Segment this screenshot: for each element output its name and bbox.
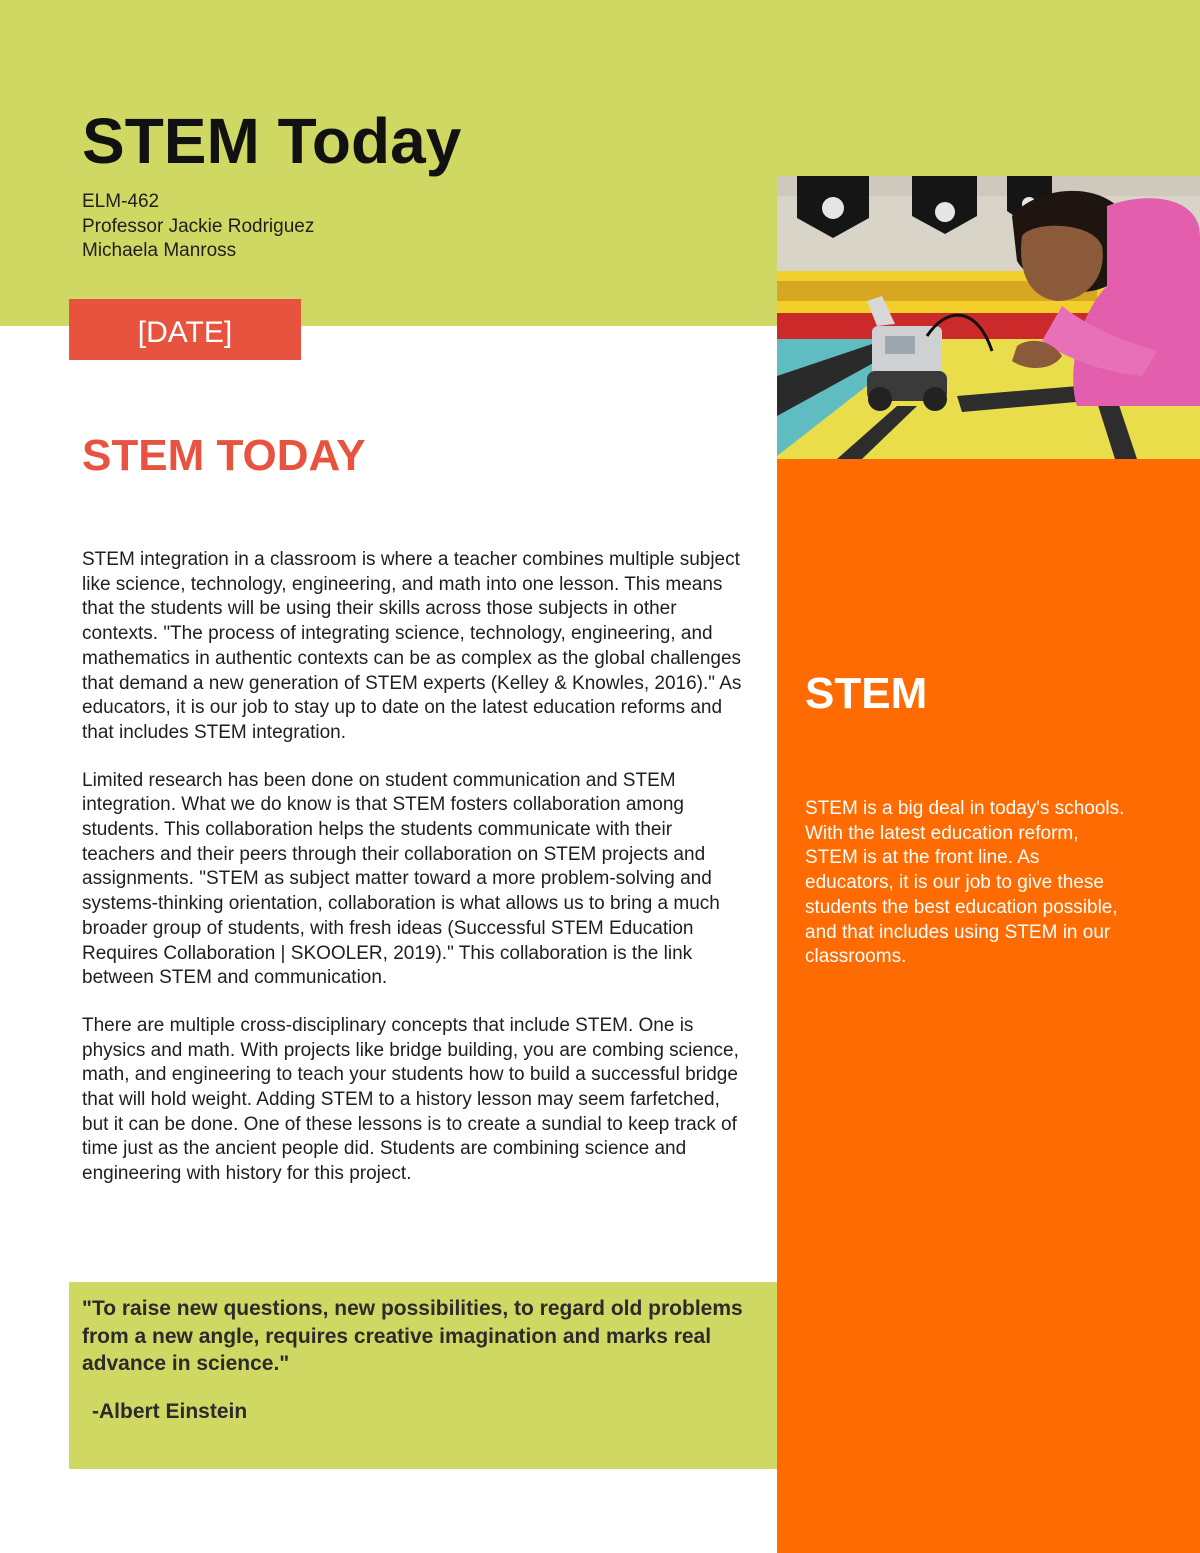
article-paragraph: There are multiple cross-disciplinary concepts that include STEM. One is physics and math. With projects like bridge building, you are combing science, math, and engineering to teach your students how to build a successful bridge that will hold weight. Adding STEM to a history lesson may seem farfetched, but it can be done. One of these lessons is to create a sundial to keep track of time just as the ancient people did. Students are combining science and engineering with history for this project. (82, 1014, 739, 1185)
course-code: ELM-462 (82, 191, 160, 212)
quote-text: "To raise new questions, new possibilities, to regard old problems from a new angle, requires creative imagination and marks real advance in science." (82, 1297, 743, 1375)
date-tag: [DATE] (69, 299, 301, 360)
quote-author: -Albert Einstein (92, 1400, 248, 1423)
author-name: Michaela Manross (82, 240, 237, 261)
quote-box (69, 1282, 777, 1469)
sidebar-heading: STEM (805, 669, 928, 718)
header-meta (82, 190, 314, 264)
professor-name: Professor Jackie Rodriguez (82, 215, 315, 237)
article-paragraph: STEM integration in a classroom is where a teacher combines multiple subject like science, technology, engineering, and math into one lesson. This means that the students will be using their skills across those subjects in other contexts. "The process of integrating science, technology, engineering, and mathematics in authentic contexts can be as complex as the global challenges that demand a new generation of STEM experts (Kelley & Knowles, 2016)." As educators, it is our job to stay up to date on the latest education reforms and that includes STEM integration. (82, 549, 742, 743)
section-heading: STEM TODAY (82, 431, 366, 480)
sidebar-text: STEM is a big deal in today's schools. With the latest education reform, STEM is at the front line. As educators, it is our job to give these students the best education possible, and that includes using STEM in our classrooms. (805, 798, 1125, 968)
article-paragraph: Limited research has been done on student communication and STEM integration. What we do know is that STEM fosters collaboration among students. This collaboration helps the students communicate with their teachers and their peers through their collaboration on STEM projects and assignments. "STEM as subject matter toward a more problem-solving and systems-thinking orientation, collaboration is what allows us to bring a much broader group of students, with fresh ideas (Successful STEM Education Requires Collaboration | SKOOLER, 2019)." This collaboration is the link between STEM and communication. (82, 769, 720, 989)
newsletter-title: STEM Today (82, 105, 462, 177)
article-body (82, 548, 742, 1210)
student-robot-photo (777, 176, 1200, 459)
sidebar (777, 459, 1200, 1553)
